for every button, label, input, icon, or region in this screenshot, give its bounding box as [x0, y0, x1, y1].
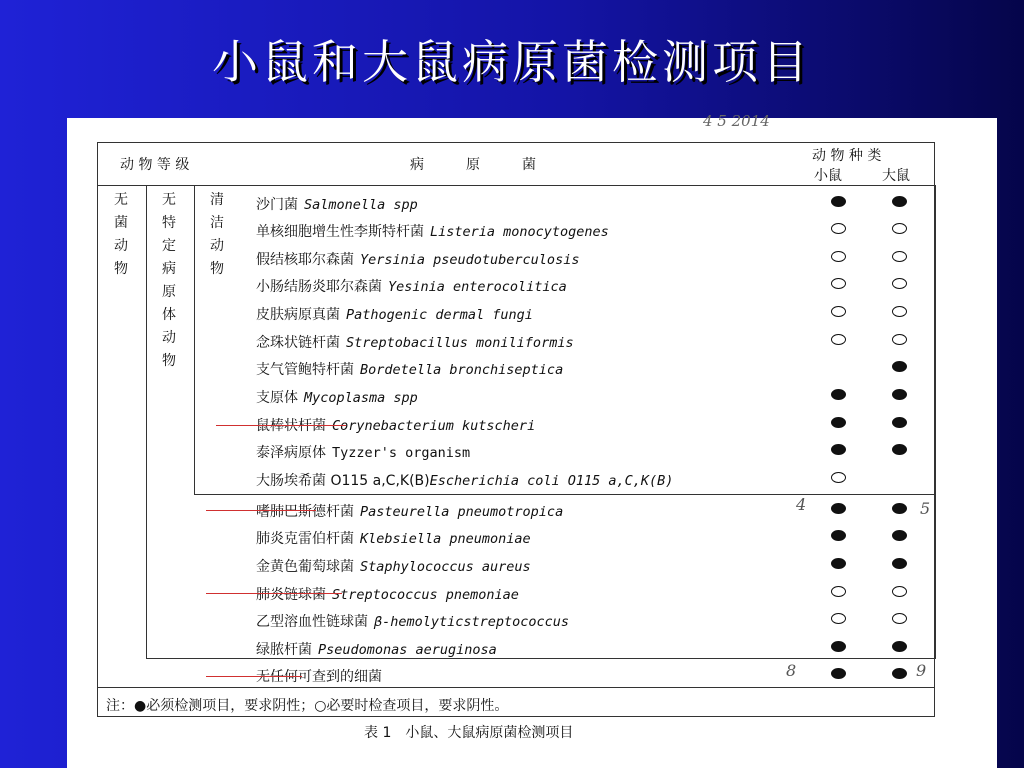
pathogen-name: 泰泽病原体 Tyzzer's organism [256, 445, 471, 461]
mouse-mark [831, 334, 846, 345]
table-row [256, 639, 936, 665]
header-mouse: 小鼠 [814, 168, 842, 184]
mouse-mark [831, 417, 846, 428]
rat-mark [892, 196, 907, 207]
mouse-mark [831, 306, 846, 317]
pathogen-name: 假结核耶尔森菌 Yersinia pseudotuberculosis [256, 252, 580, 268]
rat-mark [892, 334, 907, 345]
table-footnote: 注：●必须检测项目，要求阴性；○必要时检查项目，要求阴性。 [106, 698, 509, 714]
rat-mark [892, 586, 907, 597]
handwritten-top-note: 4 5 2014 [703, 112, 770, 130]
table-row [256, 359, 936, 385]
mouse-mark [831, 278, 846, 289]
mouse-mark [831, 530, 846, 541]
rat-mark [892, 668, 907, 679]
rat-mark [892, 641, 907, 652]
mouse-mark [831, 444, 846, 455]
handwritten-number: 4 [796, 495, 807, 514]
rat-mark [892, 530, 907, 541]
mouse-mark [831, 389, 846, 400]
table-row [256, 332, 936, 358]
rat-mark [892, 278, 907, 289]
level-spf: 无特定病原体动物 [162, 192, 176, 369]
pathogen-name: 肺炎链球菌 Streptococcus pnemoniae [256, 587, 519, 603]
mouse-mark [831, 558, 846, 569]
pathogen-name: 单核细胞增生性李斯特杆菌 Listeria monocytogenes [256, 224, 609, 240]
header-rat: 大鼠 [882, 168, 910, 184]
pathogen-name: 皮肤病原真菌 Pathogenic dermal fungi [256, 307, 533, 323]
rat-mark [892, 558, 907, 569]
rat-mark [892, 306, 907, 317]
rat-mark [892, 361, 907, 372]
rat-mark [892, 417, 907, 428]
pathogen-name: 念珠状链杆菌 Streptobacillus moniliformis [256, 335, 574, 351]
table-row [256, 470, 936, 496]
rat-mark [892, 389, 907, 400]
header-pathogen: 病 原 菌 [410, 157, 536, 173]
pathogen-name: 绿脓杆菌 Pseudomonas aeruginosa [256, 642, 497, 658]
red-underline [206, 676, 302, 677]
rat-mark [892, 613, 907, 624]
table-row [256, 556, 936, 582]
rat-mark [892, 223, 907, 234]
table-row [256, 415, 936, 441]
handwritten-number: 8 [786, 661, 797, 680]
mouse-mark [831, 503, 846, 514]
pathogen-name: 无任何可查到的细菌 [256, 669, 382, 685]
pathogen-name: 肺炎克雷伯杆菌 Klebsiella pneumoniae [256, 531, 531, 547]
table-row [256, 501, 936, 527]
header-grade: 动 物 等 级 [120, 157, 190, 173]
table-caption: 表 1 小鼠、大鼠病原菌检测项目 [364, 725, 574, 741]
pathogen-name: 小肠结肠炎耶尔森菌 Yesinia enterocolitica [256, 279, 567, 295]
pathogen-table [97, 142, 935, 717]
mouse-mark [831, 223, 846, 234]
mouse-mark [831, 641, 846, 652]
level-clean: 清洁动物 [210, 192, 224, 277]
table-row [256, 442, 936, 468]
pathogen-name: 金黄色葡萄球菌 Staphylococcus aureus [256, 559, 531, 575]
table-row [256, 666, 936, 692]
table-row [256, 584, 936, 610]
slide-title: 小鼠和大鼠病原菌检测项目 [212, 35, 812, 89]
level-germfree: 无菌动物 [114, 192, 128, 277]
pathogen-name: 乙型溶血性链球菌 β-hemolyticstreptococcus [256, 614, 570, 630]
pathogen-name: 支原体 Mycoplasma spp [256, 390, 418, 406]
pathogen-name: 沙门菌 Salmonella spp [256, 197, 418, 213]
mouse-mark [831, 472, 846, 483]
mouse-mark [831, 196, 846, 207]
pathogen-name: 鼠棒状杆菌 Corynebacterium kutscheri [256, 418, 536, 434]
table-row [256, 387, 936, 413]
red-underline [206, 593, 342, 594]
table-row [256, 611, 936, 637]
handwritten-number: 9 [916, 661, 927, 680]
rat-mark [892, 251, 907, 262]
table-row [256, 249, 936, 275]
table-row [256, 276, 936, 302]
rat-mark [892, 503, 907, 514]
header-species: 动 物 种 类 [812, 148, 882, 164]
table-row [256, 221, 936, 247]
handwritten-number: 5 [920, 499, 931, 518]
pathogen-name: 大肠埃希菌 O115 a,C,K(B)Escherichia coli O115 a,C,K(B) [256, 473, 674, 489]
rat-mark [892, 444, 907, 455]
red-underline [216, 425, 346, 426]
mouse-mark [831, 251, 846, 262]
document-page [67, 112, 997, 768]
table-row [256, 304, 936, 330]
mouse-mark [831, 586, 846, 597]
mouse-mark [831, 668, 846, 679]
pathogen-name: 支气管鲍特杆菌 Bordetella bronchiseptica [256, 362, 564, 378]
pathogen-name: 嗜肺巴斯德杆菌 Pasteurella pneumotropica [256, 504, 564, 520]
table-row [256, 528, 936, 554]
red-underline [206, 510, 316, 511]
mouse-mark [831, 613, 846, 624]
table-row [256, 194, 936, 220]
